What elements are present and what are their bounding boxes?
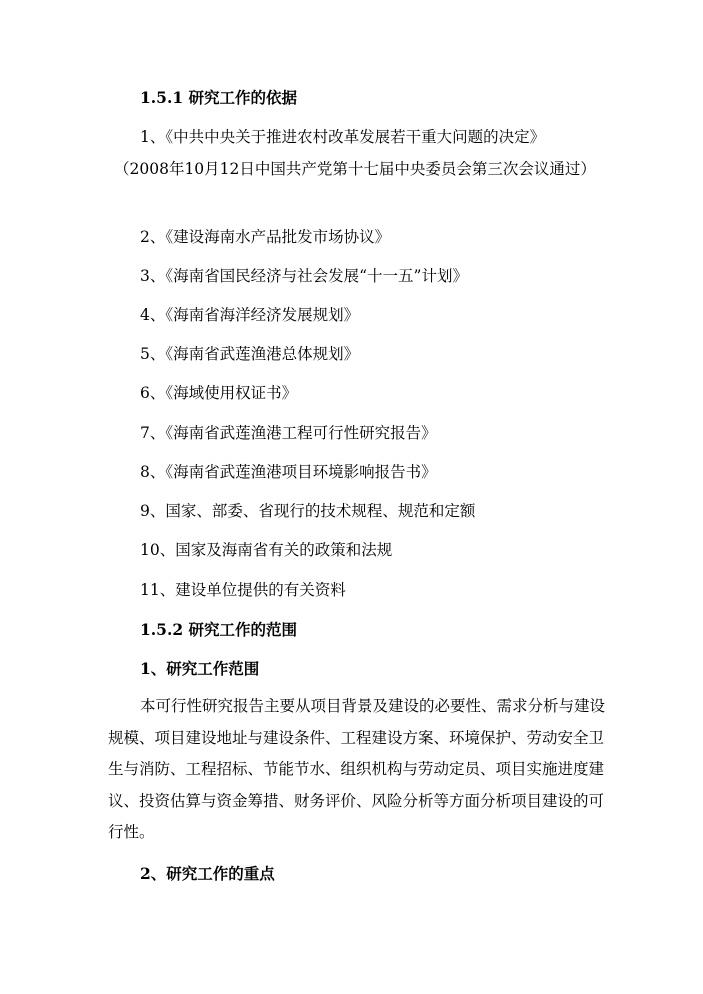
list-item-6: 6、《海域使用权证书》 [140,384,298,402]
list-item-9: 9、国家、部委、省现行的技术规程、规范和定额 [140,502,476,520]
list-item-3: 3、《海南省国民经济与社会发展“十一五”计划》 [140,267,468,285]
list-item-5: 5、《海南省武莲渔港总体规划》 [140,345,360,363]
scope-paragraph: 本可行性研究报告主要从项目背景及建设的必要性、需求分析与建设规模、项目建设地址与建设条件、工程建设方案、环境保护、劳动安全卫生与消防、工程招标、节能节水、组织机构与劳动定员、项目实施进度建议、投资估算与资金筹措、财务评价、风险分析等方面分析项目建设的可行性。 [108,697,606,841]
list-item-11: 11、建设单位提供的有关资料 [140,581,346,599]
list-item-1: 1、《中共中央关于推进农村改革发展若干重大问题的决定》 [140,128,546,146]
list-item-4: 4、《海南省海洋经济发展规划》 [140,306,360,324]
list-item-10: 10、国家及海南省有关的政策和法规 [140,541,393,559]
list-item-2: 2、《建设海南水产品批发市场协议》 [140,228,391,246]
list-item-8: 8、《海南省武莲渔港项目环境影响报告书》 [140,463,437,481]
list-item-7: 7、《海南省武莲渔港工程可行性研究报告》 [140,424,437,442]
subsection-heading-scope: 1、研究工作范围 [140,659,260,678]
section-heading-1-5-2: 1.5.2 研究工作的范围 [140,620,298,639]
subsection-heading-focus: 2、研究工作的重点 [140,864,275,883]
list-item-1-note: （2008年10月12日中国共产党第十七届中央委员会第三次会议通过） [114,160,596,178]
section-heading-1-5-1: 1.5.1 研究工作的依据 [140,88,298,107]
